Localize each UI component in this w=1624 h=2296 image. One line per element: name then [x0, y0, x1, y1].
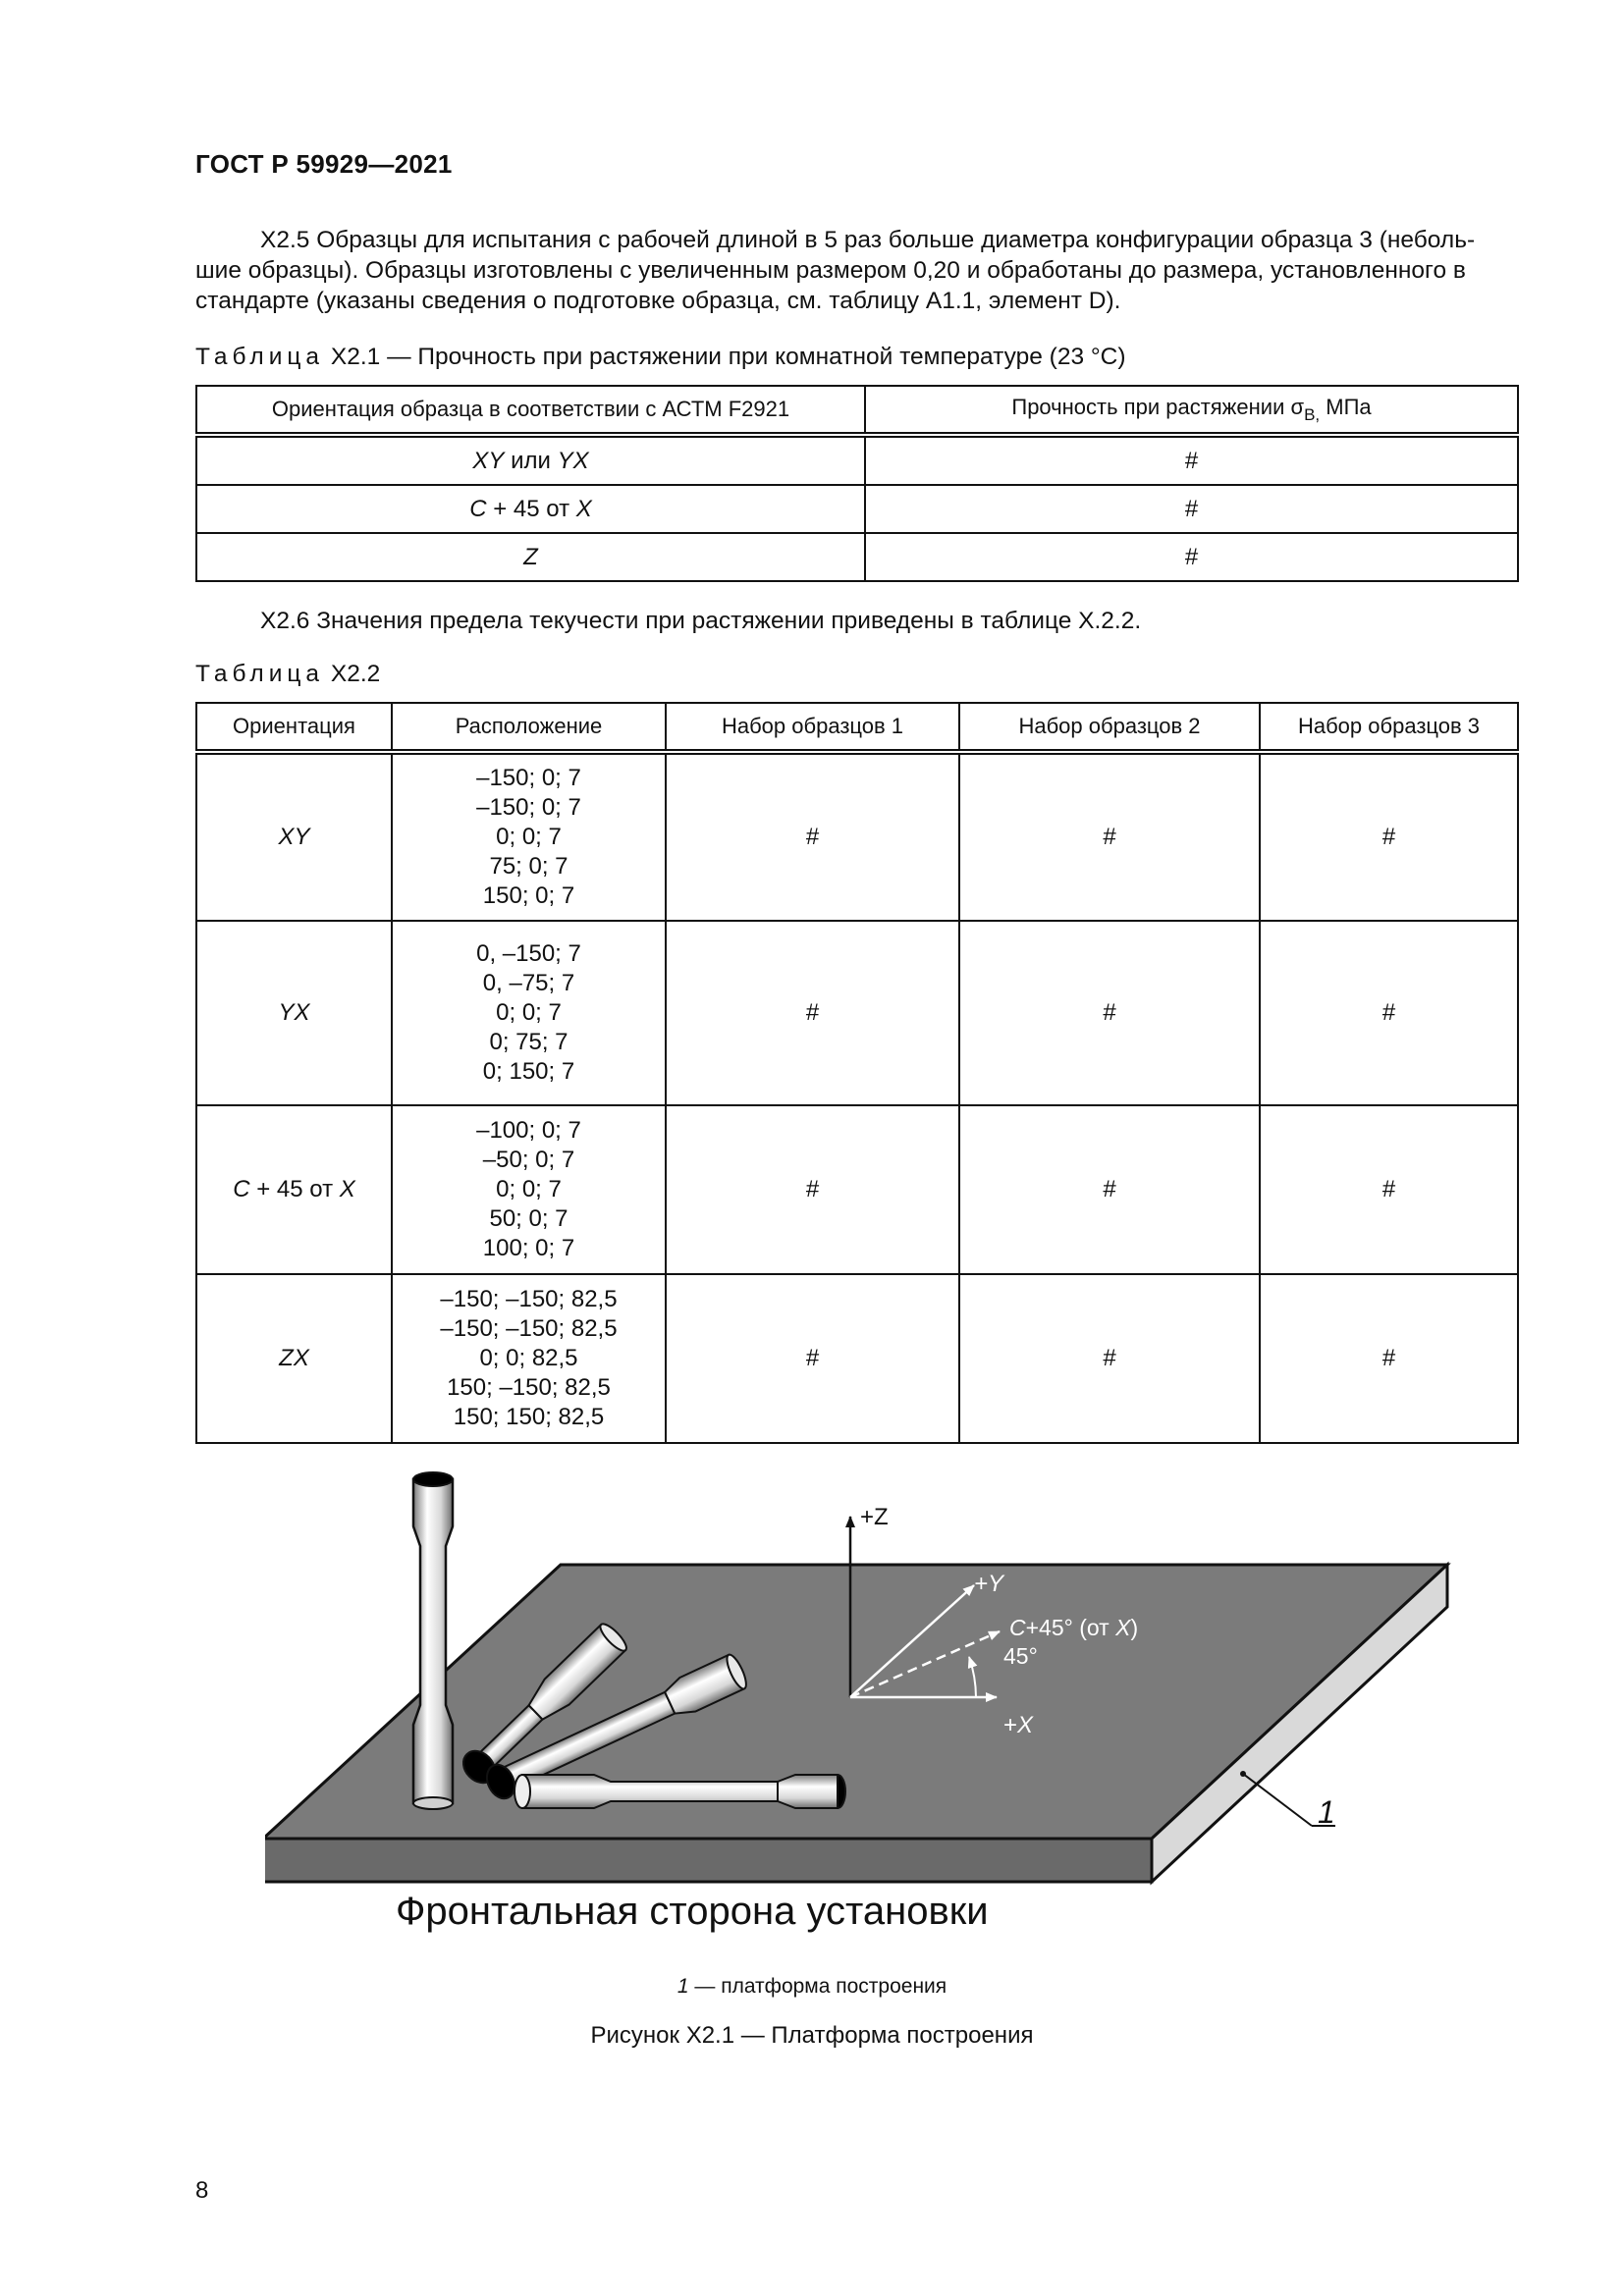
orientation-cell: YX — [196, 921, 392, 1105]
table-row — [196, 1105, 1518, 1274]
axis-z-label: +Z — [860, 1504, 889, 1530]
orientation-cell: ZX — [196, 1274, 392, 1443]
table-row — [196, 533, 1518, 581]
set-value-cell: # — [959, 1105, 1260, 1274]
orientation-cell: Z — [196, 533, 865, 581]
set-value-cell: # — [1260, 1105, 1518, 1274]
set-value-cell: # — [959, 1274, 1260, 1443]
table-header-row — [196, 386, 1518, 435]
table-header-cell: Ориентация — [196, 703, 392, 752]
figure-legend: 1 — платформа построения — [677, 1975, 947, 1998]
page-number: 8 — [195, 2177, 209, 2204]
table-row — [196, 921, 1518, 1105]
table-header-cell: Расположение — [392, 703, 666, 752]
table-row — [196, 435, 1518, 485]
table-header-cell: Набор образцов 1 — [666, 703, 959, 752]
axis-x-label: +X — [1003, 1712, 1034, 1738]
table-caption-text: X2.2 — [330, 661, 381, 687]
orientation-cell: C + 45 от X — [196, 485, 865, 533]
orientation-cell: XY — [196, 752, 392, 921]
table-row — [196, 1274, 1518, 1443]
build-platform-figure — [265, 1458, 1473, 1890]
table1-caption — [195, 344, 1126, 371]
callout-number: 1 — [1318, 1794, 1335, 1830]
axis-c45-label: C+45° (от X) — [1009, 1615, 1139, 1640]
position-cell: 0, –150; 7 0, –75; 7 0; 0; 7 0; 75; 7 0; 150; 7 — [392, 921, 666, 1105]
figure-title: Фронтальная сторона установки — [396, 1890, 989, 1933]
table-header-cell: Ориентация образца в соответствии с АСТМ F2921 — [196, 386, 865, 435]
position-cell: –150; 0; 7 –150; 0; 7 0; 0; 7 75; 0; 7 150; 0; 7 — [392, 752, 666, 921]
position-cell: –100; 0; 7 –50; 0; 7 0; 0; 7 50; 0; 7 100; 0; 7 — [392, 1105, 666, 1274]
table-caption-label: Таблица — [195, 661, 325, 687]
specimen-z — [413, 1472, 453, 1809]
set-value-cell: # — [959, 752, 1260, 921]
table-header-cell: Набор образцов 3 — [1260, 703, 1518, 752]
value-cell: # — [865, 533, 1518, 581]
angle-label: 45° — [1003, 1643, 1038, 1669]
position-cell: –150; –150; 82,5 –150; –150; 82,5 0; 0; 82,5 150; –150; 82,5 150; 150; 82,5 — [392, 1274, 666, 1443]
set-value-cell: # — [666, 1105, 959, 1274]
set-value-cell: # — [666, 752, 959, 921]
table-caption-label: Таблица — [195, 344, 325, 370]
table-row — [196, 752, 1518, 921]
set-value-cell: # — [1260, 921, 1518, 1105]
platform-front — [265, 1839, 1152, 1882]
set-value-cell: # — [1260, 752, 1518, 921]
paragraph-line: X2.5 Образцы для испытания с рабочей длиной в 5 раз больше диаметра конфигурации образца 3 (неболь- — [260, 227, 1476, 253]
axis-y-label: +Y — [974, 1571, 1004, 1597]
table-header-cell: Прочность при растяжении $\sigma_{В,}$ МПа — [865, 386, 1518, 435]
paragraph-x2-6 — [195, 606, 1517, 636]
table2-caption — [195, 661, 380, 688]
value-cell: # — [865, 485, 1518, 533]
orientation-cell: C + 45 от X — [196, 1105, 392, 1274]
value-cell: # — [865, 435, 1518, 485]
set-value-cell: # — [959, 921, 1260, 1105]
table-row — [196, 485, 1518, 533]
table-header-cell: Набор образцов 2 — [959, 703, 1260, 752]
table-tensile-strength — [195, 385, 1519, 582]
table-caption-text: X2.1 — Прочность при растяжении при комнатной температуре (23 °C) — [330, 344, 1126, 370]
document-header: ГОСТ Р 59929—2021 — [195, 149, 453, 179]
paragraph-x2-5 — [195, 225, 1517, 316]
table-specimen-sets — [195, 702, 1519, 1444]
table-header-row — [196, 703, 1518, 752]
set-value-cell: # — [666, 1274, 959, 1443]
paragraph-line: шие образцы). Образцы изготовлены с увеличенным размером 0,20 и обработаны до размера, установленного в — [195, 257, 1466, 284]
set-value-cell: # — [1260, 1274, 1518, 1443]
orientation-cell: XY или YX — [196, 435, 865, 485]
paragraph-line: X2.6 Значения предела текучести при растяжении приведены в таблице X.2.2. — [260, 608, 1142, 634]
figure-caption: Рисунок X2.1 — Платформа построения — [590, 2022, 1034, 2049]
set-value-cell: # — [666, 921, 959, 1105]
paragraph-line: стандарте (указаны сведения о подготовке образца, см. таблицу А1.1, элемент D). — [195, 288, 1121, 314]
